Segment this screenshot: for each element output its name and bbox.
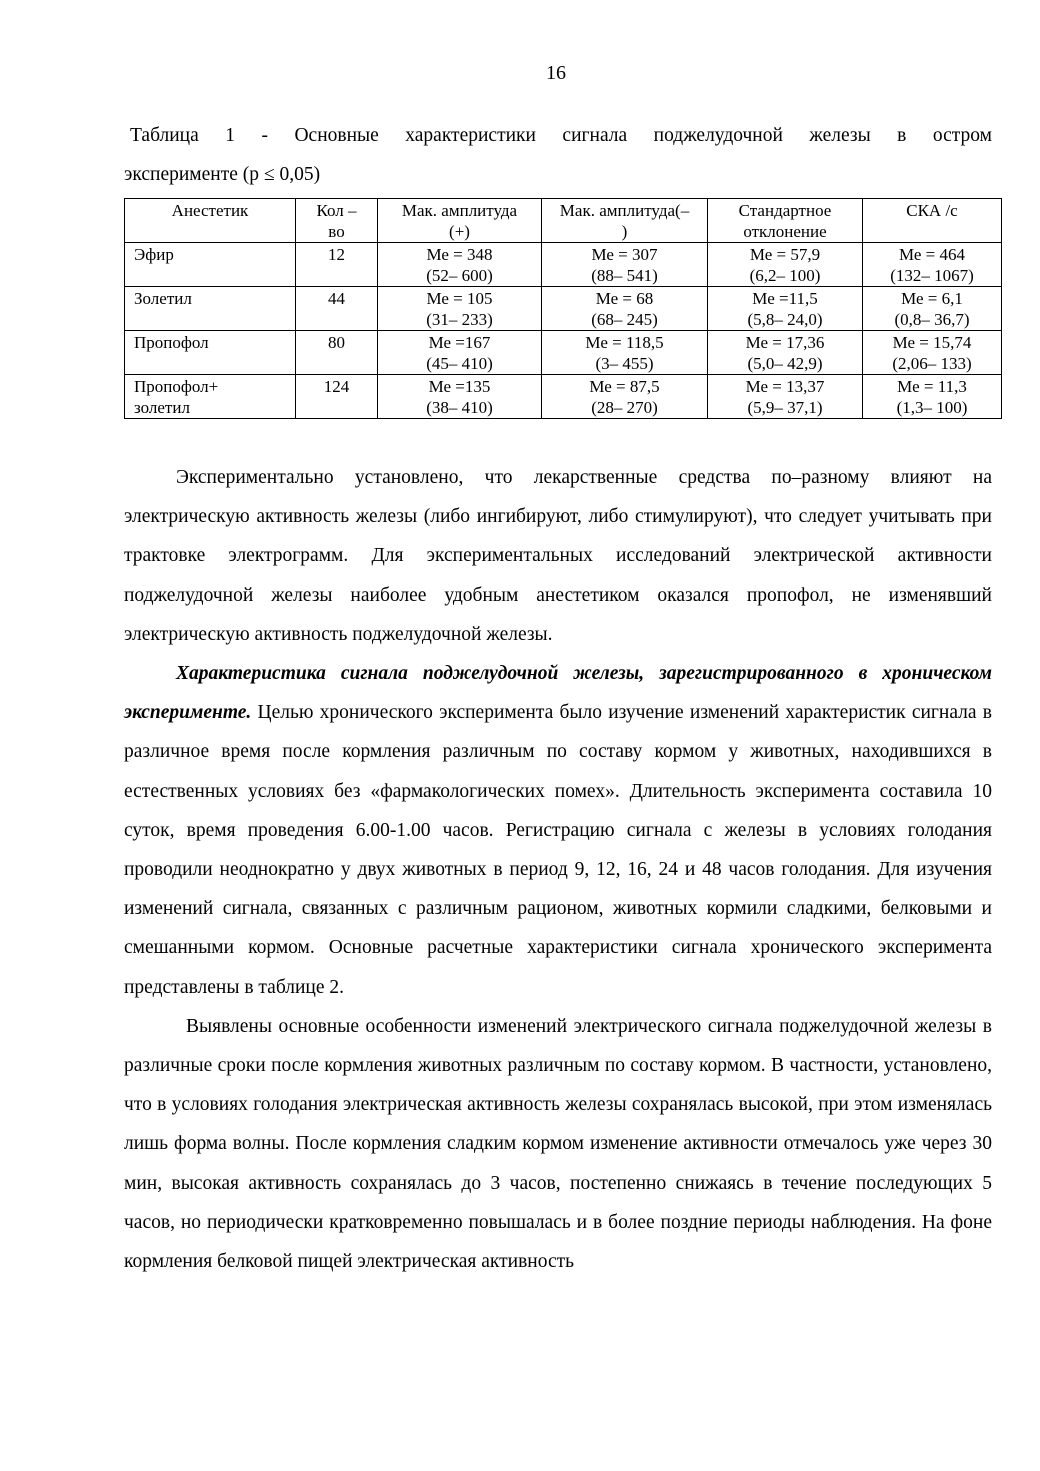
table-row: [125, 375, 1002, 419]
page-number: 16: [546, 62, 566, 84]
header-count: Кол – во: [296, 199, 378, 243]
cell-count: 44: [296, 287, 378, 331]
cell-max-amplitude-negative: Ме = 87,5 (28– 270): [542, 375, 708, 419]
cell-ska: Ме = 11,3 (1,3– 100): [863, 375, 1002, 419]
cell-standard-deviation: Ме =11,5 (5,8– 24,0): [708, 287, 863, 331]
paragraph-1: Экспериментально установлено, что лекарственные средства по–разному влияют на электрическую активность железы (либо ингибируют, либо стимулируют), что следует учитывать при трактовке электрограмм. Для экспериментальных исследований электрической активности поджелудочной железы наиболее удобным анестетиком оказался пропофол, не изменявший электрическую активность поджелудочной железы.: [124, 467, 992, 645]
header-max-amplitude-negative: Мак. амплитуда(– ): [542, 199, 708, 243]
cell-ska: Ме = 6,1 (0,8– 36,7): [863, 287, 1002, 331]
table-header-row: [125, 199, 1002, 243]
body-text: [124, 458, 992, 1281]
header-anesthetic: Анестетик: [125, 199, 296, 243]
cell-max-amplitude-negative: Ме = 118,5 (3– 455): [542, 331, 708, 375]
cell-anesthetic: Пропофол: [125, 331, 296, 375]
paragraph-2-heading: Характеристика сигнала поджелудочной железы, зарегистрированного в хроническом эксперименте.: [124, 663, 992, 724]
paragraph-3: Выявлены основные особенности изменений электрического сигнала поджелудочной железы в различные сроки после кормления животных различным по составу кормом. В частности, установлено, что в условиях голодания электрическая активность железы сохранялась высокой, при этом изменялась лишь форма волны. После кормления сладким кормом изменение активности отмечалось уже через 30 мин, высокая активность сохранялась до 3 часов, постепенно снижаясь в течение последующих 5 часов, но периодически кратковременно повышалась и в более поздние периоды наблюдения. На фоне кормления белковой пищей электрическая активность: [124, 1015, 992, 1273]
table-caption-line-1: Таблица 1 - Основные характеристики сигнала поджелудочной железы в остром: [130, 125, 992, 146]
table-row: [125, 243, 1002, 287]
cell-max-amplitude-negative: Ме = 68 (68– 245): [542, 287, 708, 331]
cell-standard-deviation: Ме = 17,36 (5,0– 42,9): [708, 331, 863, 375]
cell-ska: Ме = 464 (132– 1067): [863, 243, 1002, 287]
cell-max-amplitude-positive: Ме =167 (45– 410): [378, 331, 542, 375]
table-row: [125, 331, 1002, 375]
header-max-amplitude-positive: Мак. амплитуда (+): [378, 199, 542, 243]
paragraph-2: [124, 654, 992, 1007]
header-standard-deviation: Стандартное отклонение: [708, 199, 863, 243]
paragraph-2-text: Целью хронического эксперимента было изучение изменений характеристик сигнала в различное время после кормления различным по составу кормом у животных, находившихся в естественных условиях без «фармакологических помех». Длительность эксперимента составила 10 суток, время проведения 6.00-1.00 часов. Регистрацию сигнала с железы в условиях голодания проводили неоднократно у двух животных в период 9, 12, 16, 24 и 48 часов голодания. Для изучения изменений сигнала, связанных с различным рационом, животных кормили сладкими, белковыми и смешанными кормом. Основные расчетные характеристики сигнала хронического эксперимента представлены в таблице 2.: [124, 702, 992, 998]
table-row: [125, 287, 1002, 331]
header-ska: СКА /с: [863, 199, 1002, 243]
cell-count: 124: [296, 375, 378, 419]
cell-max-amplitude-positive: Ме = 105 (31– 233): [378, 287, 542, 331]
cell-standard-deviation: Ме = 13,37 (5,9– 37,1): [708, 375, 863, 419]
cell-max-amplitude-positive: Ме = 348 (52– 600): [378, 243, 542, 287]
cell-ska: Ме = 15,74 (2,06– 133): [863, 331, 1002, 375]
anesthetic-table: [124, 198, 1002, 419]
cell-anesthetic: Золетил: [125, 287, 296, 331]
cell-count: 80: [296, 331, 378, 375]
table-caption-line-2: эксперименте (р ≤ 0,05): [124, 164, 321, 185]
table-caption: [124, 116, 992, 194]
cell-max-amplitude-negative: Ме = 307 (88– 541): [542, 243, 708, 287]
cell-standard-deviation: Ме = 57,9 (6,2– 100): [708, 243, 863, 287]
cell-anesthetic: Эфир: [125, 243, 296, 287]
cell-max-amplitude-positive: Ме =135 (38– 410): [378, 375, 542, 419]
cell-count: 12: [296, 243, 378, 287]
cell-anesthetic: Пропофол+ золетил: [125, 375, 296, 419]
